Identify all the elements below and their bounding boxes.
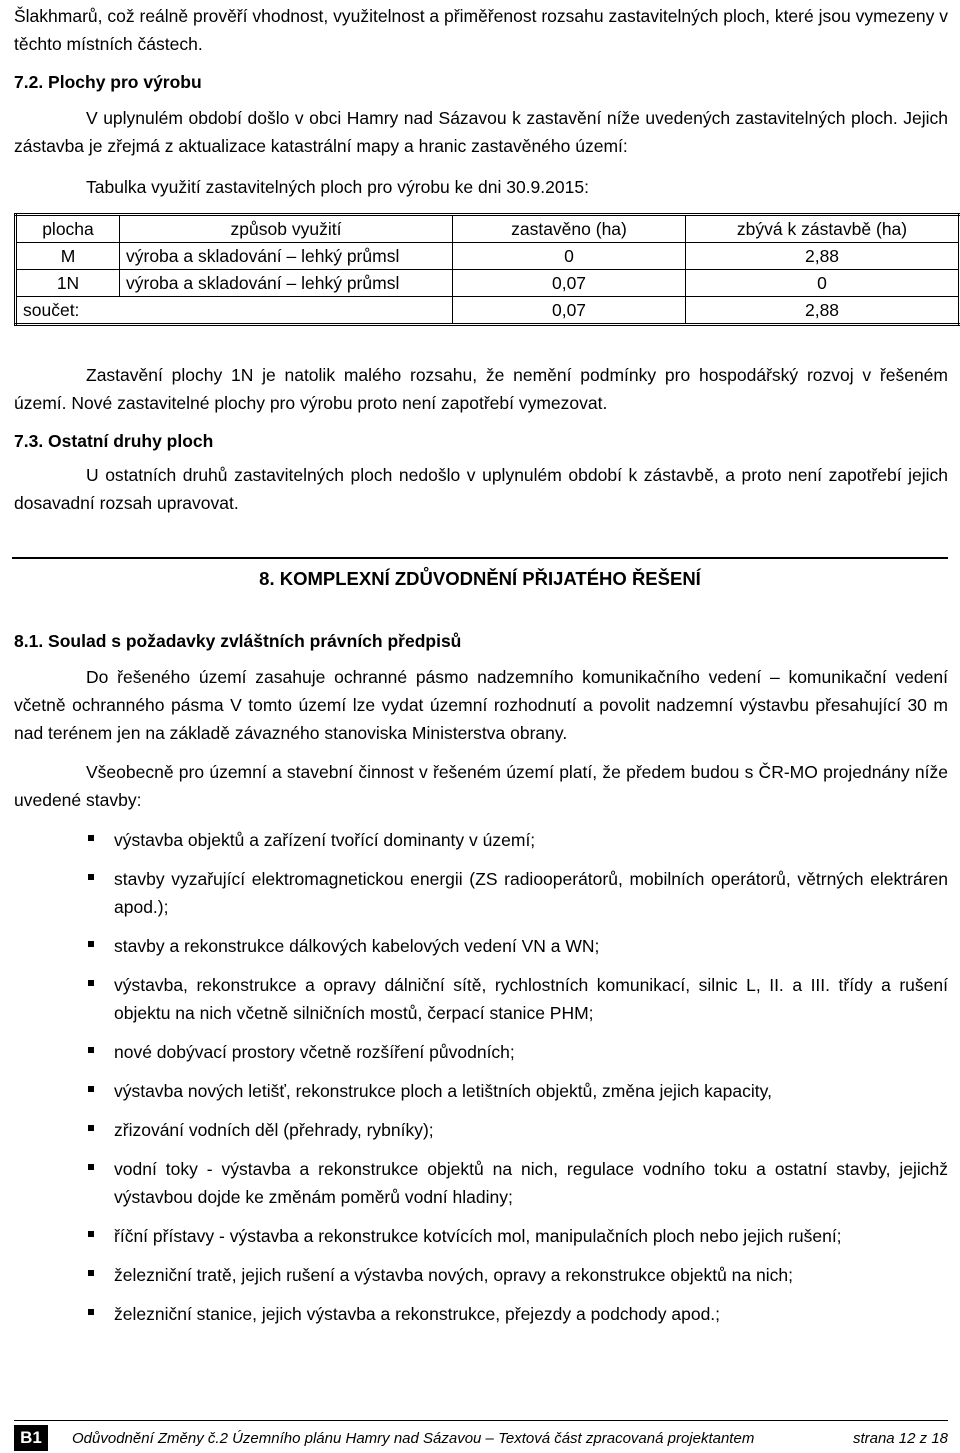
section-8-title: 8. KOMPLEXNÍ ZDŮVODNĚNÍ PŘIJATÉHO ŘEŠENÍ bbox=[12, 557, 948, 593]
table-row bbox=[16, 243, 960, 270]
list-item: říční přístavy - výstavba a rekonstrukce kotvících mol, manipulačních ploch nebo jejich rušení; bbox=[14, 1222, 948, 1250]
table-cell: 0 bbox=[453, 243, 686, 270]
building-types-list bbox=[14, 826, 948, 1328]
section-7-2-paragraph-2: Zastavění plochy 1N je natolik malého rozsahu, že nemění podmínky pro hospodářský rozvoj v řešeném území. Nové zastavitelné plochy pro výrobu proto není zapotřebí vymezovat. bbox=[14, 365, 948, 413]
section-7-2-heading: 7.2. Plochy pro výrobu bbox=[14, 72, 202, 92]
table-header-row bbox=[16, 215, 960, 243]
header-cell-zpusob: způsob využití bbox=[120, 215, 453, 243]
intro-paragraph: Šlakhmarů, což reálně prověří vhodnost, využitelnost a přiměřenost rozsahu zastavitelných ploch, které jsou vymezeny v těchto místních částech. bbox=[14, 6, 948, 54]
table-cell: 0 bbox=[686, 270, 960, 297]
section-8-1-heading: 8.1. Soulad s požadavky zvláštních právních předpisů bbox=[14, 631, 462, 651]
table-cell: 1N bbox=[16, 270, 120, 297]
square-bullet-icon bbox=[88, 1231, 94, 1237]
header-cell-zbyva: zbývá k zástavbě (ha) bbox=[686, 215, 960, 243]
table-cell: 2,88 bbox=[686, 243, 960, 270]
square-bullet-icon bbox=[88, 835, 94, 841]
square-bullet-icon bbox=[88, 1270, 94, 1276]
list-item: výstavba, rekonstrukce a opravy dálniční sítě, rychlostních komunikací, silnic L, II. a III. třídy a rušení objektu na nich včetně silničních mostů, čerpací stanice PHM; bbox=[14, 971, 948, 1027]
list-item: železniční stanice, jejich výstavba a rekonstrukce, přejezdy a podchody apod.; bbox=[14, 1300, 948, 1328]
square-bullet-icon bbox=[88, 1309, 94, 1315]
table-cell: výroba a skladování – lehký průmsl bbox=[120, 270, 453, 297]
square-bullet-icon bbox=[88, 980, 94, 986]
section-7-3-paragraph: U ostatních druhů zastavitelných ploch nedošlo v uplynulém období k zástavbě, a proto není zapotřebí jejich dosavadní rozsah upravovat. bbox=[14, 465, 948, 513]
total-zastaveno-cell: 0,07 bbox=[453, 297, 686, 325]
square-bullet-icon bbox=[88, 1086, 94, 1092]
list-item: železniční tratě, jejich rušení a výstavba nových, opravy a rekonstrukce objektů na nich; bbox=[14, 1261, 948, 1289]
square-bullet-icon bbox=[88, 874, 94, 880]
table-total-row bbox=[16, 297, 960, 325]
document-page bbox=[14, 0, 948, 1339]
square-bullet-icon bbox=[88, 941, 94, 947]
list-item: stavby vyzařující elektromagnetickou energii (ZS radiooperátorů, mobilních operátorů, větrných elektráren apod.); bbox=[14, 865, 948, 921]
total-zbyva-cell: 2,88 bbox=[686, 297, 960, 325]
list-item: zřizování vodních děl (přehrady, rybníky); bbox=[14, 1116, 948, 1144]
table-caption: Tabulka využití zastavitelných ploch pro výrobu ke dni 30.9.2015: bbox=[86, 177, 589, 197]
list-item: stavby a rekonstrukce dálkových kabelových vedení VN a WN; bbox=[14, 932, 948, 960]
table-cell: M bbox=[16, 243, 120, 270]
square-bullet-icon bbox=[88, 1047, 94, 1053]
list-item: výstavba nových letišť, rekonstrukce ploch a letištních objektů, změna jejich kapacity, bbox=[14, 1077, 948, 1105]
header-cell-zastaveno: zastavěno (ha) bbox=[453, 215, 686, 243]
footer-page-number: strana 12 z 18 bbox=[852, 1430, 948, 1447]
square-bullet-icon bbox=[88, 1125, 94, 1131]
list-item: výstavba objektů a zařízení tvořící dominanty v území; bbox=[14, 826, 948, 854]
header-cell-plocha: plocha bbox=[16, 215, 120, 243]
page-footer bbox=[14, 1420, 948, 1447]
section-7-3-heading: 7.3. Ostatní druhy ploch bbox=[14, 431, 214, 451]
section-8-1-paragraph-1: Do řešeného území zasahuje ochranné pásmo nadzemního komunikačního vedení – komunikační vedení včetně ochranného pásma V tomto území lze vydat územní rozhodnutí a povolit nadzemní výstavbu přesahující 30 m nad terénem jen na základě závazného stanoviska Ministerstva obrany. bbox=[14, 667, 948, 743]
usage-table bbox=[14, 213, 960, 326]
total-label-cell: součet: bbox=[16, 297, 453, 325]
footer-document-title: Odůvodnění Změny č.2 Územního plánu Hamry nad Sázavou – Textová část zpracovaná projektantem bbox=[72, 1430, 755, 1447]
list-item: nové dobývací prostory včetně rozšíření původních; bbox=[14, 1038, 948, 1066]
section-7-2-paragraph: V uplynulém období došlo v obci Hamry nad Sázavou k zastavění níže uvedených zastavitelných ploch. Jejich zástavba je zřejmá z aktualizace katastrální mapy a hranic zastavěného území: bbox=[14, 108, 948, 156]
section-8-1-paragraph-2: Všeobecně pro územní a stavební činnost v řešeném území platí, že předem budou s ČR-MO projednány níže uvedené stavby: bbox=[14, 762, 948, 810]
table-cell: výroba a skladování – lehký průmsl bbox=[120, 243, 453, 270]
table-cell: 0,07 bbox=[453, 270, 686, 297]
square-bullet-icon bbox=[88, 1164, 94, 1170]
table-row bbox=[16, 270, 960, 297]
list-item: vodní toky - výstavba a rekonstrukce objektů na nich, regulace vodního toku a ostatní stavby, jejichž výstavbou dojde ke změnám poměrů vodní hladiny; bbox=[14, 1155, 948, 1211]
section-badge: B1 bbox=[14, 1425, 48, 1451]
